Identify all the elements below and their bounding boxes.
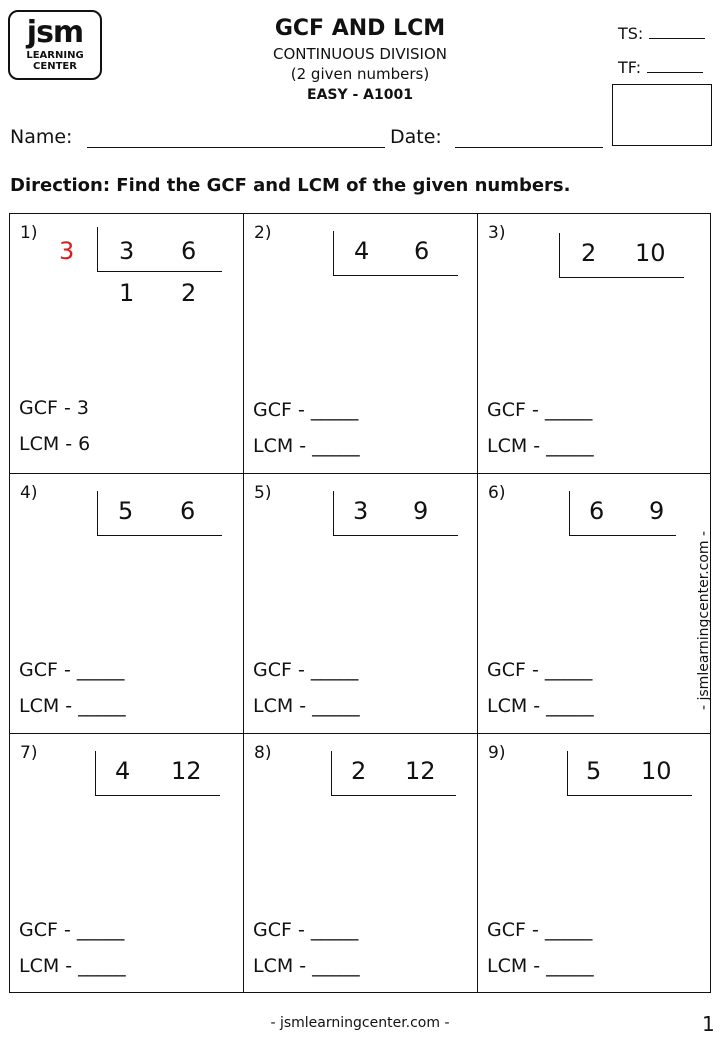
gcf-answer[interactable]: GCF - _____ <box>19 659 125 681</box>
side-website-text-container <box>690 480 720 720</box>
divisor-answer: 3 <box>59 237 75 265</box>
worksheet-subtitle-2: (2 given numbers) <box>290 65 430 83</box>
division-bracket <box>97 491 222 536</box>
lcm-answer[interactable]: LCM - _____ <box>487 695 594 717</box>
number-b: 12 <box>171 757 202 785</box>
footer-website: - jsmlearningcenter.com - <box>270 1015 450 1031</box>
number-b: 6 <box>181 237 197 265</box>
gcf-answer[interactable]: GCF - _____ <box>253 919 359 941</box>
side-website-text: - jsmlearningcenter.com - <box>696 530 712 710</box>
problem-cell <box>243 213 477 473</box>
problem-number: 1) <box>20 223 38 243</box>
tf-field <box>618 58 703 77</box>
quotient-a: 1 <box>119 279 135 307</box>
worksheet-subtitle: CONTINUOUS DIVISION <box>273 45 447 63</box>
number-a: 2 <box>351 757 367 785</box>
division-bracket <box>333 231 458 276</box>
division-bracket <box>331 751 456 796</box>
gcf-answer[interactable]: GCF - 3 <box>19 397 89 419</box>
problem-number: 8) <box>254 743 272 763</box>
ts-label: TS: <box>618 24 644 43</box>
logo-wordmark: jsm <box>26 15 84 50</box>
problem-number: 7) <box>20 743 38 763</box>
direction-text: Direction: Find the GCF and LCM of the given numbers. <box>10 175 571 196</box>
lcm-answer[interactable]: LCM - _____ <box>253 695 360 717</box>
gcf-answer[interactable]: GCF - _____ <box>487 399 593 421</box>
logo-line-1: LEARNING <box>26 50 84 61</box>
problem-number: 6) <box>488 483 506 503</box>
lcm-answer[interactable]: LCM - 6 <box>19 433 91 455</box>
gcf-answer[interactable]: GCF - _____ <box>253 659 359 681</box>
problem-cell <box>9 733 243 993</box>
date-input-line[interactable] <box>455 147 603 148</box>
problem-cell <box>243 733 477 993</box>
number-a: 3 <box>353 497 369 525</box>
name-input-line[interactable] <box>87 147 385 148</box>
logo <box>8 10 102 80</box>
number-a: 2 <box>581 239 597 267</box>
lcm-answer[interactable]: LCM - _____ <box>253 955 360 977</box>
lcm-answer[interactable]: LCM - _____ <box>487 435 594 457</box>
number-b: 10 <box>641 757 672 785</box>
number-a: 5 <box>586 757 602 785</box>
problem-number: 3) <box>488 223 506 243</box>
problem-cell <box>477 213 711 473</box>
gcf-answer[interactable]: GCF - _____ <box>19 919 125 941</box>
tf-label: TF: <box>618 58 642 77</box>
number-a: 3 <box>119 237 135 265</box>
number-a: 4 <box>354 237 370 265</box>
date-label: Date: <box>390 126 442 148</box>
number-b: 10 <box>635 239 666 267</box>
worksheet-title: GCF AND LCM <box>274 16 446 41</box>
number-b: 9 <box>413 497 429 525</box>
lcm-answer[interactable]: LCM - _____ <box>487 955 594 977</box>
problem-number: 5) <box>254 483 272 503</box>
problem-number: 2) <box>254 223 272 243</box>
page-number: 1 <box>702 1012 715 1036</box>
ts-field <box>618 24 705 43</box>
number-b: 9 <box>649 497 665 525</box>
name-label: Name: <box>10 126 73 148</box>
number-a: 4 <box>115 757 131 785</box>
problem-cell <box>243 473 477 733</box>
number-a: 6 <box>589 497 605 525</box>
problem-cell <box>477 733 711 993</box>
gcf-answer[interactable]: GCF - _____ <box>253 399 359 421</box>
number-b: 6 <box>180 497 196 525</box>
lcm-answer[interactable]: LCM - _____ <box>19 695 126 717</box>
gcf-answer[interactable]: GCF - _____ <box>487 919 593 941</box>
worksheet-level: EASY - A1001 <box>307 87 413 103</box>
ts-blank[interactable] <box>649 24 705 39</box>
problem-cell <box>9 213 243 473</box>
number-a: 5 <box>118 497 134 525</box>
logo-line-2: CENTER <box>33 61 77 72</box>
problem-cell <box>9 473 243 733</box>
quotient-b: 2 <box>181 279 197 307</box>
tf-blank[interactable] <box>647 58 703 73</box>
gcf-answer[interactable]: GCF - _____ <box>487 659 593 681</box>
number-b: 12 <box>405 757 436 785</box>
problem-number: 4) <box>20 483 38 503</box>
division-bracket <box>333 491 458 536</box>
problem-number: 9) <box>488 743 506 763</box>
problem-cell <box>477 473 711 733</box>
score-box[interactable] <box>612 84 712 146</box>
division-bracket <box>97 227 222 272</box>
lcm-answer[interactable]: LCM - _____ <box>253 435 360 457</box>
lcm-answer[interactable]: LCM - _____ <box>19 955 126 977</box>
number-b: 6 <box>414 237 430 265</box>
